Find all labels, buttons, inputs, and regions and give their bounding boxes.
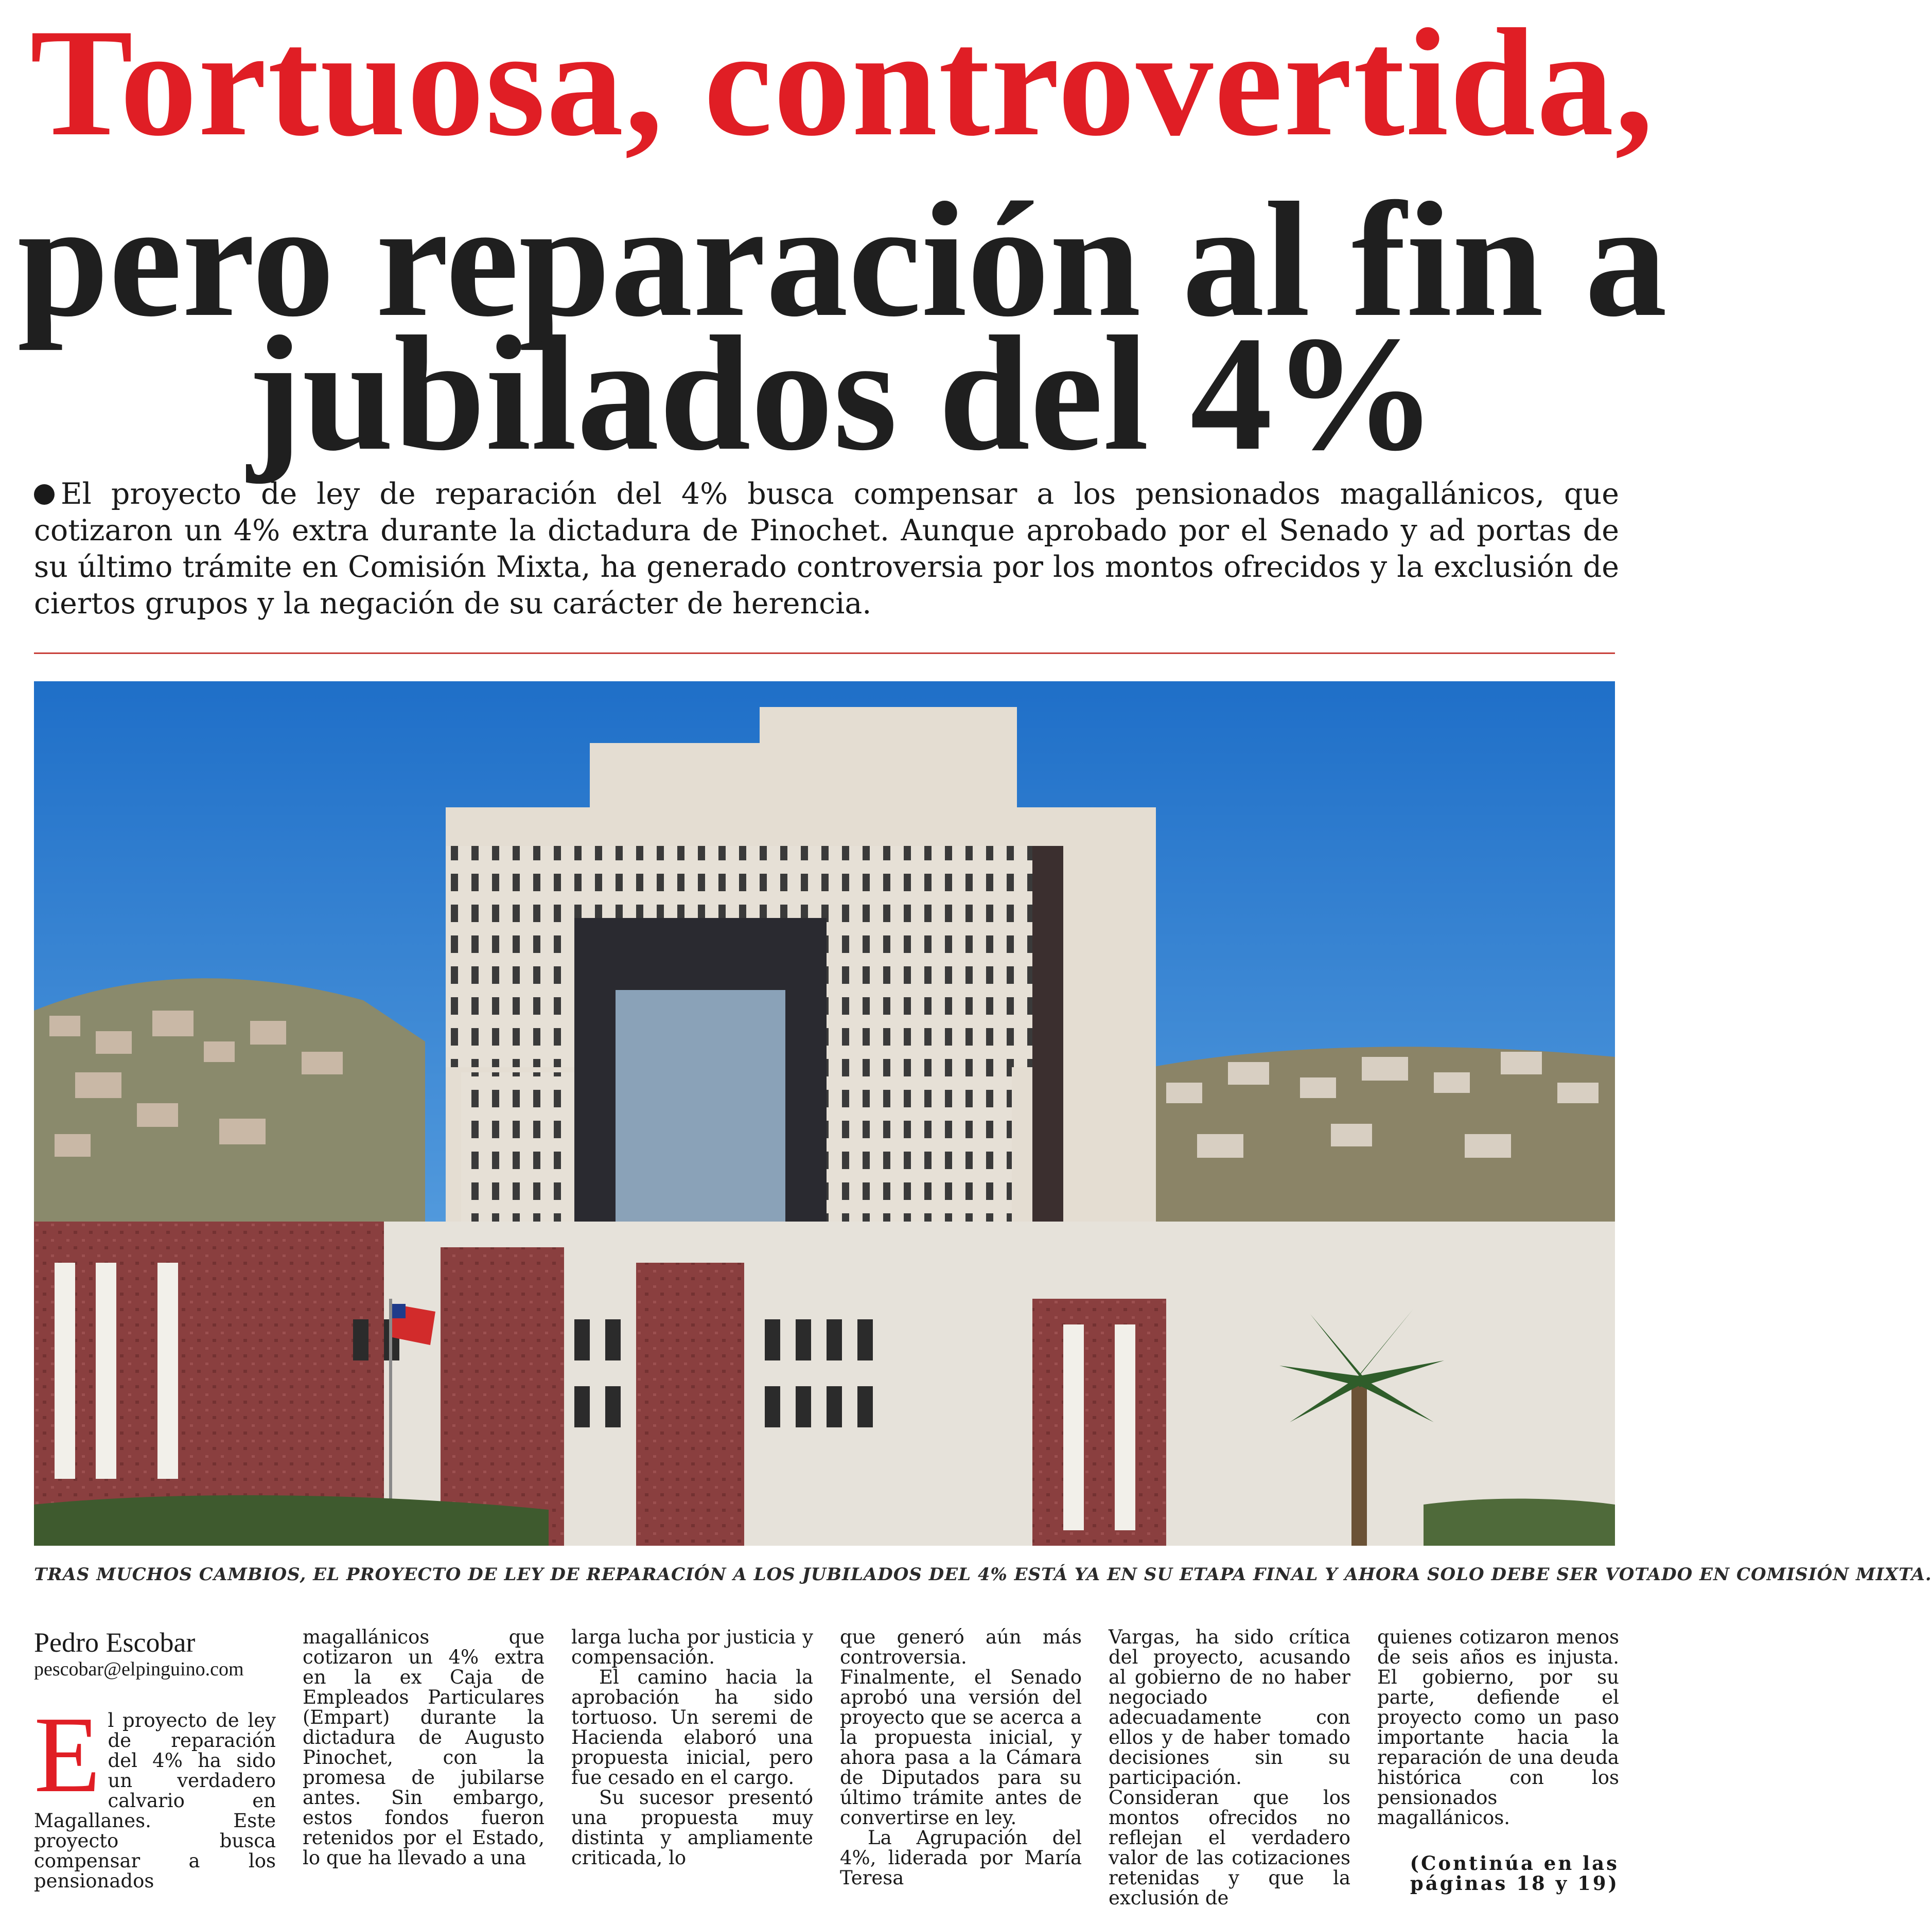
- deck-text: El proyecto de ley de reparación del 4% busca compensar a los pensionados magallánicos, que cotizaron un 4% extra durante la dictadura de Pinochet. Aunque aprobado por el Senado y ad portas de su último trámite en Comisión Mixta, ha generado controversia por los montos ofrecidos y la exclusión de ciertos grupos y la negación de su carácter de herencia.: [34, 477, 1619, 621]
- headline-line-2: pero reparación al fin a: [17, 169, 1667, 351]
- column-4-para-2: La Agrupación del 4%, liderada por María Teresa: [840, 1827, 1082, 1889]
- column-3-para-3: Su sucesor presentó una propuesta muy distinta y ampliamente criticada, lo: [571, 1787, 813, 1869]
- bullet-icon: [34, 484, 55, 505]
- byline-email: pescobar@elpinguino.com: [34, 1658, 244, 1680]
- column-3-para-2: El camino hacia la aprobación ha sido tortuoso. Un seremi de Hacienda elaboró una propuesta inicial, pero fue cesado en el cargo.: [571, 1666, 813, 1789]
- column-6-text: quienes cotizaron menos de seis años es injusta. El gobierno, por su parte, defiende el proyecto como un paso importante hacia la reparación de una deuda histórica con los pensionados magallánicos.: [1377, 1626, 1619, 1829]
- article-column-2: [303, 1627, 545, 1868]
- deck-summary: [34, 476, 1619, 622]
- congress-building-illustration: [34, 681, 1615, 1546]
- column-2-text: magallánicos que cotizaron un 4% extra en la ex Caja de Empleados Particulares (Empart) durante la dictadura de Augusto Pinochet, con la promesa de jubilarse antes. Sin embargo, estos fondos fueron retenidos por el Estado, lo que ha llevado a una: [303, 1626, 545, 1869]
- column-3-para-1: larga lucha por justicia y compensación.: [571, 1626, 813, 1668]
- article-column-3: [571, 1627, 813, 1868]
- news-photo: [34, 681, 1615, 1546]
- article-column-5: [1109, 1627, 1350, 1908]
- column-4-para-1: que generó aún más controversia. Finalmente, el Senado aprobó una versión del proyecto que se acerca a la propuesta inicial, y ahora pasa a la Cámara de Diputados para su último trámite antes de convertirse en ley.: [840, 1626, 1082, 1829]
- column-1-text: l proyecto de ley de reparación del 4% ha sido un verdadero calvario en Magallanes. Este proyecto busca compensar a los pensionados: [34, 1709, 276, 1892]
- headline-line-1: Tortuosa, controvertida,: [30, 0, 1655, 168]
- article-column-1: [34, 1627, 276, 1891]
- photo-caption: TRAS MUCHOS CAMBIOS, EL PROYECTO DE LEY DE REPARACIÓN A LOS JUBILADOS DEL 4% ESTÁ YA EN SU ETAPA FINAL Y AHORA SOLO DEBE SER VOTADO EN COMISIÓN MIXTA.: [34, 1564, 1932, 1585]
- article-column-6: [1377, 1627, 1619, 1894]
- column-5-text: Vargas, ha sido crítica del proyecto, acusando al gobierno de no haber negociado adecuadamente con ellos y de haber tomado decisiones sin su participación. Consideran que los montos ofrecidos no reflejan el verdadero valor de las cotizaciones retenidas y que la exclusión de: [1109, 1626, 1350, 1909]
- article-column-4: [840, 1627, 1082, 1888]
- byline-name: Pedro Escobar: [34, 1627, 196, 1658]
- drop-cap: E: [34, 1694, 101, 1815]
- headline-line-3: jubilados del 4%: [247, 303, 1437, 485]
- continued-on-pages: (Continúa en las páginas 18 y 19): [1410, 1852, 1619, 1895]
- divider-rule: [34, 652, 1615, 654]
